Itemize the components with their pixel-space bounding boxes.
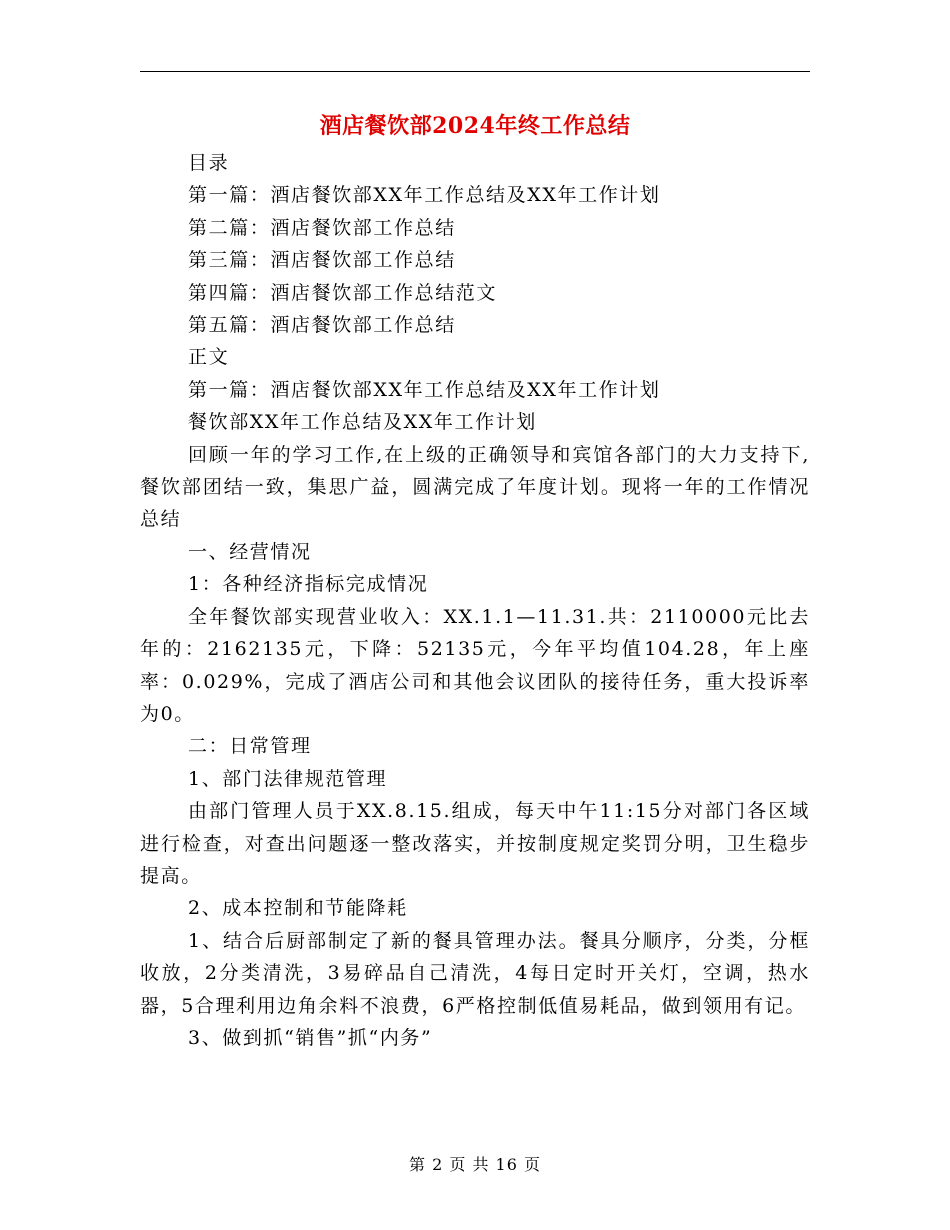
subsection-heading: 1、部门法律规范管理 — [188, 767, 388, 790]
section-heading: 一、经营情况 — [188, 540, 312, 563]
page-footer — [0, 1154, 950, 1176]
body-paragraph: 回顾一年的学习工作,在上级的正确领导和宾馆各部门的大力支持下,餐饮部团结一致，集思广益，圆满完成了年度计划。现将一年的工作情况总结 — [140, 443, 810, 531]
chapter-subtitle: 餐饮部XX年工作总结及XX年工作计划 — [188, 411, 537, 434]
toc-item-5: 第五篇：酒店餐饮部工作总结 — [188, 314, 456, 337]
document-body — [140, 147, 810, 1054]
page-number: 第 2 页 共 16 页 — [409, 1155, 541, 1174]
body-paragraph: 全年餐饮部实现营业收入：XX.1.1—11.31.共：2110000元比去年的：2162135元，下降：52135元，今年平均值104.28，年上座率：0.029%，完成了酒店公司和其他会议团队的接待任务，重大投诉率为0。 — [140, 605, 810, 725]
toc-heading: 目录 — [188, 152, 230, 174]
toc-item-2: 第二篇：酒店餐饮部工作总结 — [188, 216, 456, 239]
body-paragraph: 1、结合后厨部制定了新的餐具管理办法。餐具分顺序，分类，分框收放，2分类清洗，3易碎品自己清洗，4每日定时开关灯，空调，热水器，5合理利用边角余料不浪费，6严格控制低值易耗品，做到领用有记。 — [140, 929, 810, 1017]
toc-item-3: 第三篇：酒店餐饮部工作总结 — [188, 249, 456, 272]
body-heading: 正文 — [188, 346, 230, 369]
section-heading: 二：日常管理 — [188, 735, 312, 758]
chapter-title: 第一篇：酒店餐饮部XX年工作总结及XX年工作计划 — [188, 378, 661, 401]
subsection-heading: 1：各种经济指标完成情况 — [188, 573, 429, 596]
body-paragraph: 由部门管理人员于XX.8.15.组成，每天中午11:15分对部门各区域进行检查，对查出问题逐一整改落实，并按制度规定奖罚分明，卫生稳步提高。 — [140, 800, 810, 887]
document-title: 酒店餐饮部2024年终工作总结 — [319, 113, 631, 139]
toc-item-4: 第四篇：酒店餐饮部工作总结范文 — [188, 281, 498, 304]
header-rule — [140, 71, 810, 72]
subsection-heading: 2、成本控制和节能降耗 — [188, 897, 408, 920]
subsection-heading: 3、做到抓“销售”抓“内务” — [188, 1026, 433, 1049]
toc-item-1: 第一篇：酒店餐饮部XX年工作总结及XX年工作计划 — [188, 184, 661, 207]
